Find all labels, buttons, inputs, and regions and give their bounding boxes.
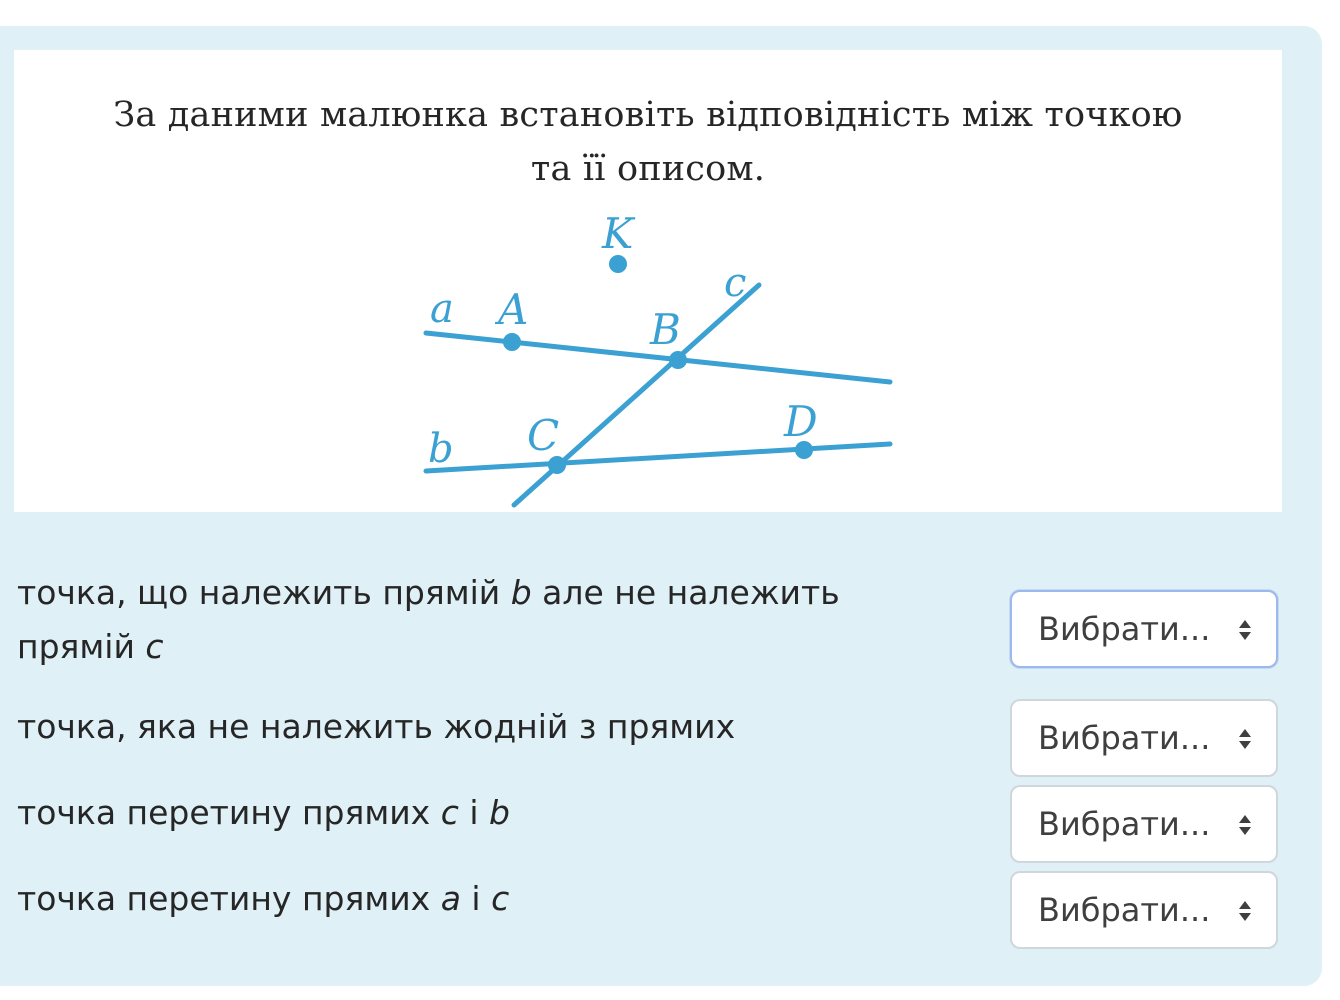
sort-arrows-icon [1238, 900, 1252, 922]
geometry-drawing [14, 50, 1282, 512]
label-C: C [527, 411, 560, 460]
sort-arrows-icon [1238, 728, 1252, 750]
match-label-4: точка перетину прямих a і c [17, 879, 510, 918]
label-D: D [784, 397, 818, 446]
select-value-2: Вибрати... [1038, 719, 1211, 757]
caption-line-1: За даними малюнка встановіть відповідність між точкою [113, 95, 1183, 135]
point-A [503, 333, 521, 351]
answer-select-3[interactable] [1010, 785, 1278, 863]
caption-line-2: та її описом. [530, 149, 766, 189]
question-card [0, 26, 1322, 986]
line-b [426, 444, 890, 471]
answer-select-2[interactable] [1010, 699, 1278, 777]
sort-arrows-icon [1238, 619, 1252, 641]
label-a: a [430, 286, 454, 332]
label-b: b [428, 426, 454, 472]
line-c [514, 285, 759, 505]
select-value-3: Вибрати... [1038, 805, 1211, 843]
sort-arrows-icon [1238, 814, 1252, 836]
label-B: B [650, 305, 681, 354]
label-K: K [602, 209, 634, 258]
label-A: A [498, 285, 529, 334]
select-value-4: Вибрати... [1038, 891, 1211, 929]
label-c: c [724, 260, 747, 306]
question-figure [14, 50, 1282, 512]
answer-select-4[interactable] [1010, 871, 1278, 949]
match-label-1: точка, що належить прямій b але не належить прямій c [17, 573, 840, 666]
select-value-1: Вибрати... [1038, 610, 1211, 648]
match-label-2: точка, яка не належить жодній з прямих [17, 707, 736, 746]
answer-select-1[interactable] [1010, 590, 1278, 668]
match-label-3: точка перетину прямих c і b [17, 793, 510, 832]
